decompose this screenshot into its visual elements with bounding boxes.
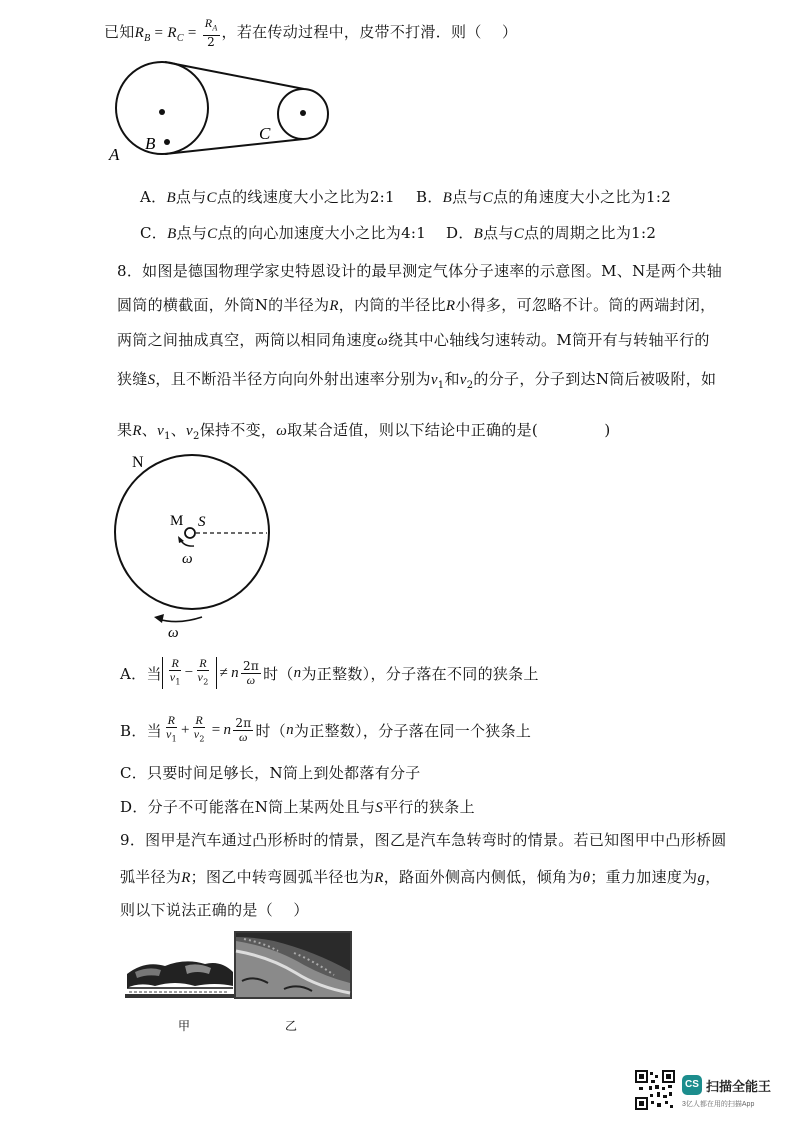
frac-den-v: v [165, 727, 172, 742]
center-dot-small [300, 110, 306, 116]
point-b: B [166, 190, 176, 206]
option-text: C．只要时间足够长，N筒上到处都落有分子 [120, 764, 421, 782]
point-c: C [207, 226, 218, 242]
option-text: 当 [146, 664, 162, 683]
var-r: R [181, 870, 191, 886]
belt-pulley-figure [105, 52, 345, 170]
option-text: D．分子不可能落在N筒上某两处且与 [120, 798, 376, 816]
inner-cylinder-m [185, 528, 195, 538]
q8-var-r: R [132, 423, 142, 439]
point-c: C [513, 226, 525, 242]
brand-tagline [682, 1099, 754, 1109]
q8-option-b [120, 709, 531, 751]
frac-den-sub: 2 [203, 677, 209, 687]
op-plus: + [180, 721, 190, 738]
q7-option-b [416, 186, 671, 207]
q7-option-d [446, 222, 656, 243]
q8-text: 狭缝 [117, 370, 148, 388]
caption-jia [178, 1017, 190, 1034]
q8-sub: 1 [164, 431, 171, 442]
point-b: B [442, 190, 453, 206]
cs-logo-text: CS [685, 1079, 699, 1090]
q8-text: ，且不断沿半径方向向外射出速率分别为 [155, 370, 431, 388]
option-text: 时（ [263, 664, 294, 683]
outer-arrow-head [154, 614, 164, 623]
var-n: n [223, 721, 232, 738]
pulley-large [116, 62, 208, 154]
q7-frac-num-sub: A [212, 23, 218, 33]
frac-num: 2π [242, 658, 260, 673]
option-text: 当 [146, 721, 162, 740]
op-neq: ≠ [219, 664, 229, 681]
option-text: 为正整数），分子落在同一个狭条上 [293, 721, 532, 740]
center-dot-large [159, 109, 165, 115]
label-s: S [198, 514, 206, 530]
frac-num: 2π [235, 715, 252, 730]
op-eq: = [211, 721, 221, 738]
frac-den: ω [246, 672, 256, 687]
q9-text: 弧半径为 [120, 868, 182, 886]
photo-yi-curve-road [234, 931, 352, 999]
q8-var-v1: v [157, 423, 165, 439]
q9-text: ；图乙中转弯圆弧半径也为 [190, 868, 375, 886]
q8-text: 和 [444, 370, 460, 388]
point-b-dot [164, 139, 170, 145]
q7-eq1: = [150, 25, 168, 41]
q8-line-1 [117, 260, 722, 281]
q8-line1-text: 8．如图是德国物理学家史特恩设计的最早测定气体分子速率的示意图。M、N是两个共轴 [117, 262, 723, 280]
q8-line-4 [117, 368, 716, 391]
inner-arrow-head [178, 536, 184, 543]
q7-rb: R [134, 25, 145, 41]
var-n: n [231, 664, 239, 681]
outer-cylinder-n [115, 455, 269, 609]
brand-text: 扫描全能王 [706, 1079, 772, 1094]
q8-var-v2: v [459, 372, 467, 388]
q8-text: 、 [141, 421, 158, 439]
var-n: n [293, 664, 302, 681]
var-g: g [697, 870, 706, 886]
op-minus: − [184, 664, 194, 681]
cs-logo-icon [682, 1075, 702, 1095]
q8-var-r: R [445, 298, 456, 314]
point-b: B [473, 226, 484, 242]
option-letter: B． [120, 721, 147, 740]
q7-stem-suffix: ，若在传动过程中，皮带不打滑．则（ ） [221, 23, 518, 41]
q7-option-c [140, 222, 426, 243]
q7-fraction [203, 17, 220, 48]
q8-var-omega: ω [276, 423, 288, 439]
frac-num: R [171, 656, 180, 671]
label-b: B [145, 134, 156, 153]
q8-var-v2: v [186, 423, 194, 439]
abs-value-bars [162, 657, 217, 688]
point-c: C [482, 190, 494, 206]
q9-text: 9．图甲是汽车通过凸形桥时的情景，图乙是汽车急转弯时的情景。若已知图甲中凸形桥圆 [120, 831, 727, 849]
option-letter: A． [120, 664, 147, 683]
q7-stem [104, 14, 517, 50]
option-letter: A． [140, 188, 167, 206]
q8-option-d [120, 796, 475, 817]
q8-text: 圆筒的横截面，外筒N的半径为 [117, 296, 330, 314]
var-theta: θ [582, 870, 591, 886]
option-text: 点与 [483, 224, 514, 242]
option-text: 点的向心加速度大小之比为4:1 [217, 224, 427, 242]
option-text: 时（ [255, 721, 287, 740]
tagline-text: 3亿人都在用的扫描App [682, 1101, 755, 1108]
option-text: 点的角速度大小之比为1:2 [493, 188, 672, 206]
point-b: B [167, 226, 177, 242]
frac-num: R [199, 656, 207, 671]
q7-rc: R [167, 25, 177, 41]
q8-text: 绕其中心轴线匀速转动。M筒开有与转轴平行的 [388, 331, 710, 349]
q9-line-3 [120, 899, 309, 920]
q9-text: ；重力加速度为 [590, 868, 698, 886]
point-c: C [206, 190, 217, 206]
option-text: 点的周期之比为1:2 [524, 224, 657, 242]
frac-num: R [167, 713, 176, 728]
q7-stem-prefix: 已知 [104, 23, 135, 41]
option-letter: C． [140, 224, 168, 242]
frac-den-v: v [169, 670, 176, 685]
label-m: M [170, 513, 184, 529]
q8-sub: 2 [193, 431, 200, 442]
option-text: 点与 [175, 188, 207, 206]
frac-den-sub: 1 [171, 734, 177, 744]
q7-frac-den: 2 [207, 34, 216, 49]
q8-sub: 2 [466, 380, 474, 391]
option-letter: D． [446, 224, 474, 242]
q7-rc-sub: C [176, 33, 184, 44]
q8-var-r: R [329, 298, 339, 314]
var-r: R [374, 870, 384, 886]
q8-option-c [120, 762, 421, 783]
q8-text: 两筒之间抽成真空，两筒以相同角速度 [117, 331, 378, 349]
frac-den: ω [239, 729, 248, 744]
option-letter: B． [416, 188, 443, 206]
label-omega-outer: ω [168, 625, 179, 641]
brand-name [706, 1076, 771, 1095]
q8-text: 的分子，分子到达N筒后被吸附，如 [473, 370, 717, 388]
label-c: C [259, 124, 271, 143]
option-text: 点的线速度大小之比为2:1 [216, 188, 395, 206]
q8-sub: 1 [437, 380, 445, 391]
q8-text: ，内筒的半径比 [338, 296, 446, 314]
option-text: 为正整数），分子落在不同的狭条上 [301, 664, 539, 683]
q8-text: 果 [117, 421, 133, 439]
qr-code-icon [635, 1070, 675, 1110]
label-n: N [132, 454, 144, 471]
belt-top [165, 62, 304, 89]
outer-rotation-arrow [158, 617, 202, 622]
q9-line-2 [120, 866, 721, 887]
q7-frac-num: R [204, 16, 213, 31]
frac-num: R [195, 713, 204, 728]
option-text: 点与 [452, 188, 483, 206]
q8-line-3 [117, 329, 710, 350]
option-text: 点与 [176, 224, 208, 242]
q7-rb-sub: B [144, 33, 151, 44]
q8-text: 取某合适值，则以下结论中正确的是( ) [287, 421, 611, 439]
photo-jia-arch-bridge [125, 952, 235, 1000]
q9-text: ， [705, 868, 721, 886]
caption-yi [285, 1017, 297, 1034]
caption-text: 乙 [285, 1019, 298, 1033]
q8-text: 小得多，可忽略不计。筒的两端封闭， [455, 296, 716, 314]
cylinder-figure [110, 447, 290, 642]
frac-den-sub: 1 [175, 677, 181, 687]
frac-den-sub: 2 [199, 734, 205, 744]
q7-eq2: = [183, 25, 201, 41]
frac-den-v: v [193, 727, 200, 742]
q9-text: ，路面外侧高内侧低，倾角为 [383, 868, 583, 886]
var-s: S [375, 800, 384, 816]
q8-var-v1: v [430, 372, 438, 388]
label-a: A [109, 145, 120, 164]
q9-text: 则以下说法正确的是（ ） [120, 901, 309, 919]
q8-text: 、 [170, 421, 187, 439]
q8-option-a [120, 652, 539, 694]
caption-text: 甲 [178, 1019, 191, 1033]
q7-option-a [140, 186, 395, 207]
q9-line-1 [120, 829, 727, 850]
q8-text: 保持不变， [199, 421, 277, 439]
label-omega-inner: ω [182, 551, 193, 567]
frac-den-v: v [197, 670, 204, 685]
q8-var-s: S [147, 372, 156, 388]
option-text: 平行的狭条上 [383, 798, 475, 816]
q8-line-2 [117, 294, 715, 315]
var-n: n [286, 721, 294, 738]
q8-var-omega: ω [377, 333, 389, 349]
q8-line-5 [117, 419, 610, 442]
